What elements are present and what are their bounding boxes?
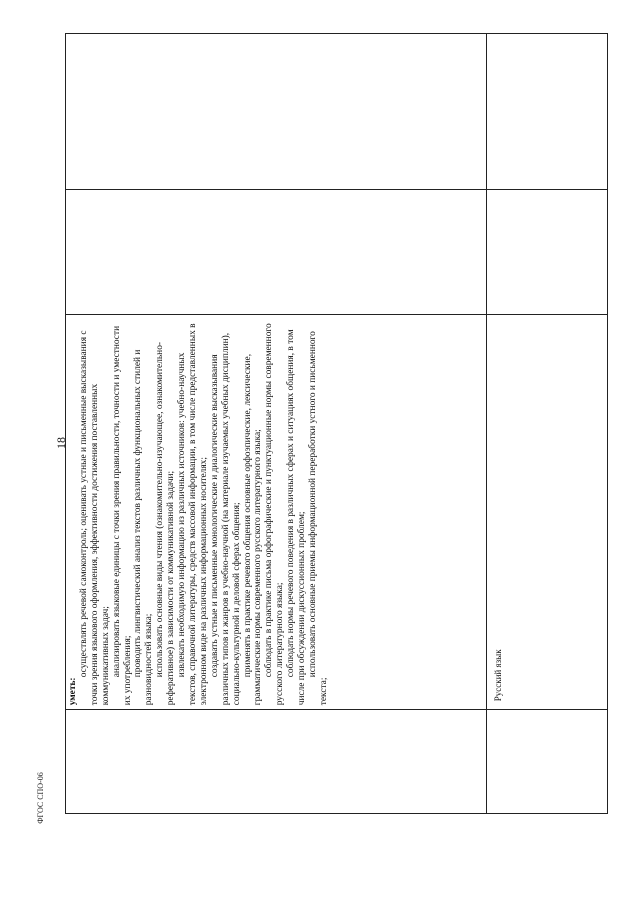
skill-item: соблюдать в практике письма орфографические и пунктуационные нормы современного русского литературного языка; [264,323,286,706]
skill-item: использовать основные виды чтения (ознакомительно-изучающее, ознакомительно-реферативное) в зависимости от коммуникативной задачи; [155,341,177,706]
skill-item: применять в практике речевого общения основные орфоэпические, лексические, грамматические нормы современного русского литературного языка; [242,353,264,706]
table-cell-content [66,314,486,709]
subject-name: Русский язык [493,649,504,702]
table-cell-empty-3 [66,34,486,189]
skill-item: извлекать необходимую информацию из различных источников: учебно-научных текстов, справочной литературы, средств массовой информации, в том числе представленных в электронном виде на различных информационных носителях; [177,323,209,706]
skill-item: анализировать языковые единицы с точки зрения правильности, точности и уместности их употребления; [111,325,133,706]
table-cell-empty-6 [487,34,607,189]
skill-item: создавать устные и письменные монологические и диалогические высказывания различных типов и жанров в учебно-научной (на материале изучаемых учебных дисциплин), социально-культурной и деловой сферах общения; [209,332,242,706]
page-number: 18 [54,437,68,449]
table-row [487,34,607,813]
footer-code: ФГОС СПО-06 [36,772,45,824]
skill-item: проводить лингвистический анализ текстов различных функциональных стилей и разновидностей языка; [133,349,155,706]
table-cell-empty-5 [487,189,607,315]
skills-text [68,319,330,705]
curriculum-table [65,33,608,814]
skill-item: использовать основные приемы информационной переработки устного и письменного текста; [307,331,329,706]
content-heading: уметь: [68,677,78,706]
table-cell-empty-4 [487,709,607,813]
curriculum-table-rotated [65,33,608,814]
skill-item: осуществлять речевой самоконтроль; оценивать устные и письменные высказывания с точки зрения языкового оформления, эффективности достижения поставленных коммуникативных задач; [78,330,111,706]
table-cell-subject [487,314,607,709]
table-row [66,34,487,813]
table-cell-empty-1 [66,709,486,813]
skill-item: соблюдать нормы речевого поведения в различных сферах и ситуациях общения, в том числе при обсуждении дискуссионных проблем; [286,329,308,706]
table-cell-empty-2 [66,189,486,315]
